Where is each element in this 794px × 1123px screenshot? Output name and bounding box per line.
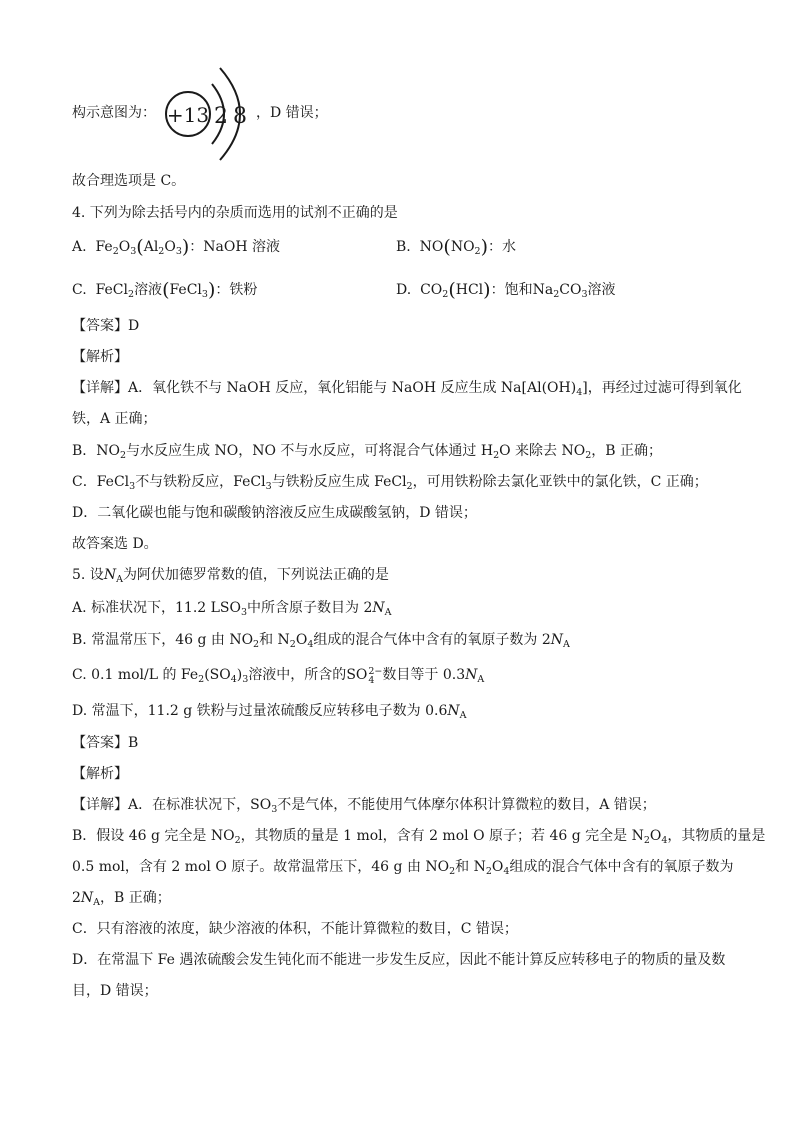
q4-option-b: B. $NO(NO_2)$：水 [396, 236, 517, 258]
q5-answer: 【答案】B [72, 735, 139, 751]
q5-detail-b-1: B．假设 46 g 完全是 $NO_2$，其物质的量是 1 mol，含有 2 mol O 原子；若 46 g 完全是 $N_2O_4$，其物质的量是 [72, 828, 766, 846]
conclusion-q3: 故合理选项是 C。 [72, 173, 186, 189]
q4-detail-b: B．$NO_2$与水反应生成 NO，NO 不与水反应，可将混合气体通过 $H_2O$ 来除去 $NO_2$，B 正确； [72, 443, 663, 461]
q5-option-b: B. 常温常压下，46 g 由 $NO_2$和 $N_2O_4$组成的混合气体中含有的氧原子数为 $2N_A$ [72, 632, 570, 650]
atom-line [72, 103, 156, 123]
nucleus-label: +13 [166, 103, 210, 127]
q4-detail-1: 【详解】A．氧化铁不与 NaOH 反应，氧化铝能与 NaOH 反应生成 $Na[Al(OH)_4]$，再经过过滤可得到氧化 [72, 380, 742, 398]
q4-detail-2: 铁，A 正确； [72, 411, 157, 427]
q4-option-a: A. $Fe_2O_3(Al_2O_3)$：NaOH 溶液 [72, 236, 281, 258]
atom-structure-diagram [160, 66, 260, 164]
q5-option-d: D. 常温下，11.2 g 铁粉与过量浓硫酸反应转移电子数为 $0.6N_A$ [72, 703, 467, 721]
q4-answer: 【答案】D [72, 318, 140, 334]
q5-detail-d-1: D．在常温下 Fe 遇浓硫酸会发生钝化而不能进一步发生反应，因此不能计算反应转移电子的物质的量及数 [72, 952, 726, 968]
q4-option-c: C. FeCl$_2$溶液(FeCl$_3$)：铁粉 [72, 279, 258, 301]
shell-2-count: 8 [233, 104, 247, 129]
q5-option-c: C. 0.1 mol/L 的 $Fe_2(SO_4)_3$溶液中，所含的SO 2− 4 数目等于 $0.3N_A$ [72, 666, 485, 686]
shell-1-count: 2 [214, 104, 228, 129]
q5-detail-c: C．只有溶液的浓度，缺少溶液的体积，不能计算微粒的数目，C 错误； [72, 921, 518, 937]
q5-detail-d-2: 目，D 错误； [72, 983, 158, 999]
q4-conclusion: 故答案选 D。 [72, 536, 158, 552]
atom-suffix: ，D 错误； [256, 105, 328, 121]
q4-detail-d: D．二氧化碳也能与饱和碳酸钠溶液反应生成碳酸氢钠，D 错误； [72, 505, 477, 521]
q5-stem: 5. 设$N_A$为阿伏加德罗常数的值，下列说法正确的是 [72, 567, 389, 585]
q5-detail-b-3: $2N_A$，B 正确； [72, 890, 171, 908]
atom-prefix: 构示意图为： [72, 105, 156, 121]
q4-option-d: D. $CO_2(HCl)$：饱和$Na_2CO_3$溶液 [396, 279, 616, 301]
q4-stem: 4. 下列为除去括号内的杂质而选用的试剂不正确的是 [72, 205, 398, 221]
q5-option-a: A. 标准状况下，11.2 $LSO_3$中所含原子数目为 $2N_A$ [72, 600, 392, 618]
q4-detail-c: C．FeCl$_3$不与铁粉反应，FeCl$_3$与铁粉反应生成 FeCl$_2$，可用铁粉除去氯化亚铁中的氯化铁，C 正确； [72, 474, 708, 492]
q4-analysis-heading: 【解析】 [72, 349, 128, 365]
q5-detail-a: 【详解】A．在标准状况下，$SO_3$不是气体，不能使用气体摩尔体积计算微粒的数目，A 错误； [72, 797, 656, 815]
q5-analysis-heading: 【解析】 [72, 766, 128, 782]
q5-detail-b-2: 0.5 mol，含有 2 mol O 原子。故常温常压下，46 g 由 $NO_2$和 $N_2O_4$组成的混合气体中含有的氧原子数为 [72, 859, 734, 877]
